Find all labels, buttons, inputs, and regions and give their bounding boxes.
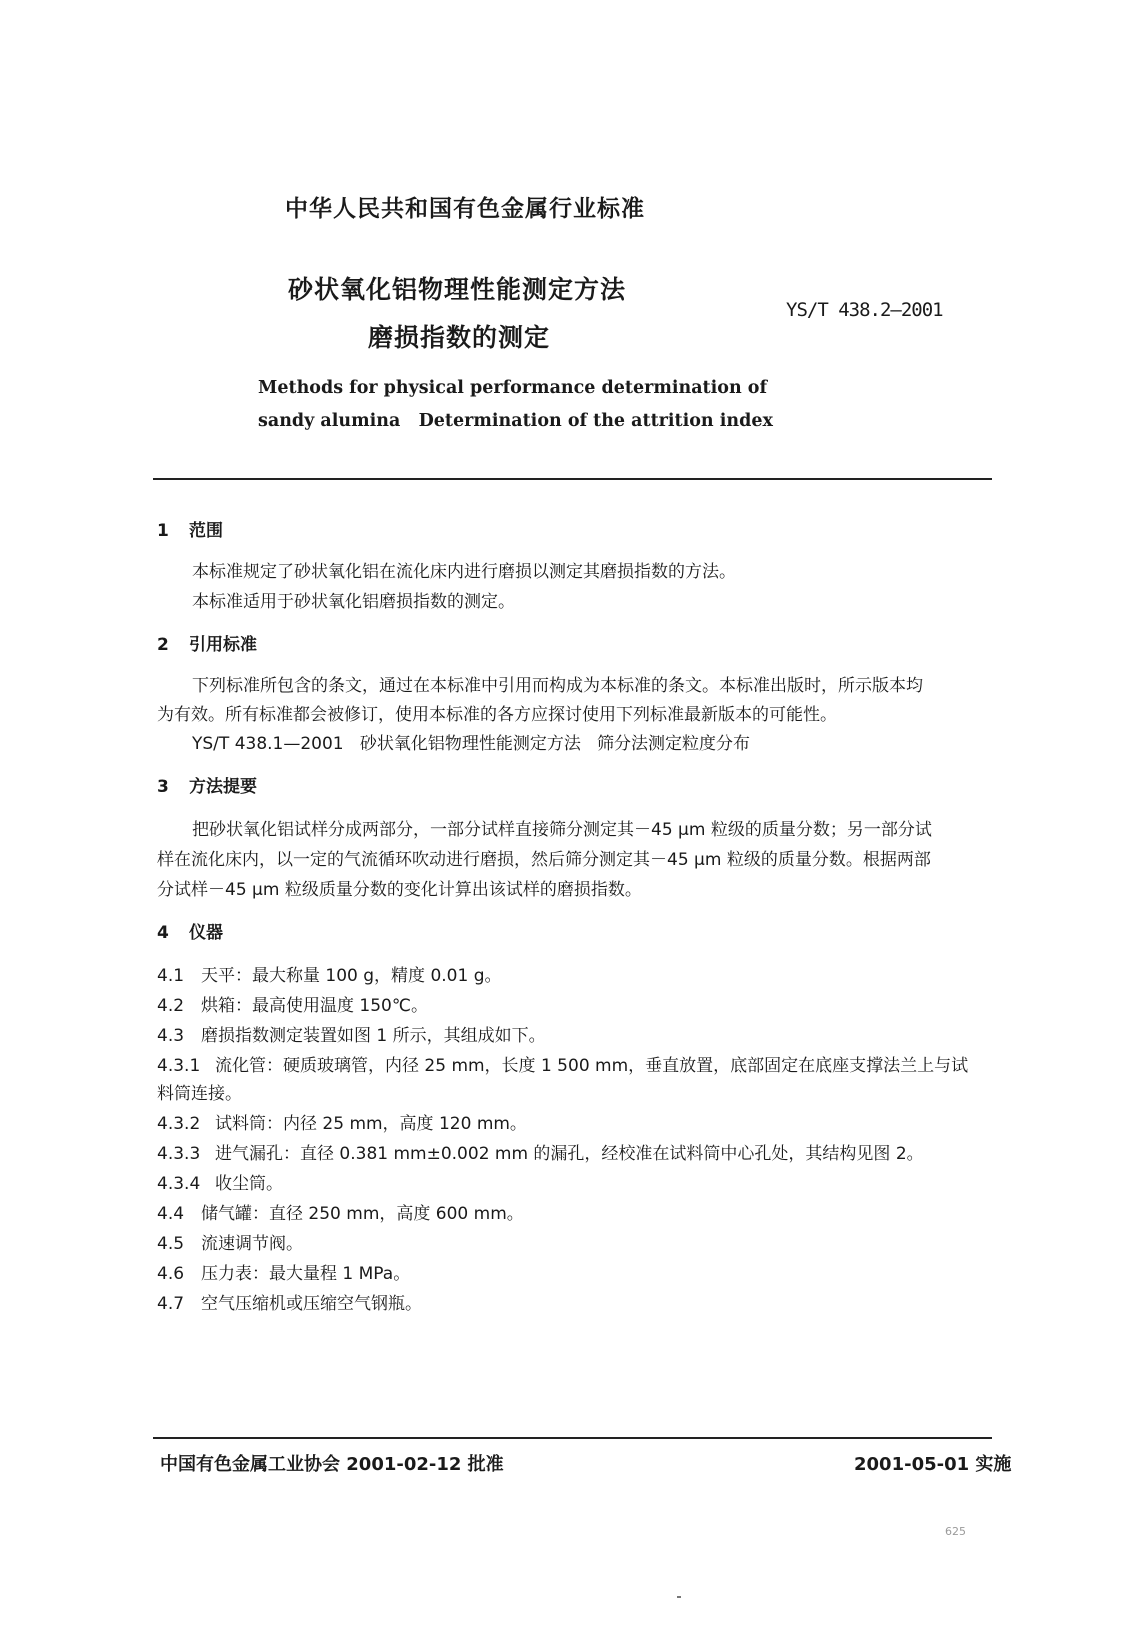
item-number: 4.3.1 (157, 1056, 201, 1076)
header-divider (153, 478, 992, 480)
item-text: 空气压缩机或压缩空气钢瓶。 (201, 1294, 422, 1314)
list-item (157, 1289, 422, 1314)
approval-date: 中国有色金属工业协会 2001-02-12 批准 (160, 1454, 504, 1475)
footer-divider (153, 1437, 992, 1439)
item-number: 4.7 (157, 1294, 185, 1314)
english-title-line1: Methods for physical performance determination of (258, 378, 767, 398)
paragraph: 本标准规定了砂状氧化铝在流化床内进行磨损以测定其磨损指数的方法。 (192, 562, 736, 582)
item-text: 压力表：最大量程 1 MPa。 (201, 1264, 411, 1284)
item-text: 天平：最大称量 100 g，精度 0.01 g。 (201, 966, 502, 986)
list-item (157, 1259, 410, 1284)
item-number: 4.6 (157, 1264, 185, 1284)
list-item (157, 1109, 527, 1134)
item-text: 烘箱：最高使用温度 150℃。 (201, 996, 428, 1016)
scan-speck (677, 1596, 681, 1598)
paragraph: 本标准适用于砂状氧化铝磨损指数的测定。 (192, 592, 515, 612)
paragraph-line: 分试样－45 μm 粒级质量分数的变化计算出该试样的磨损指数。 (157, 880, 642, 900)
paragraph-line: 为有效。所有标准都会被修订，使用本标准的各方应探讨使用下列标准最新版本的可能性。 (157, 705, 837, 725)
item-text: 储气罐：直径 250 mm，高度 600 mm。 (201, 1204, 524, 1224)
item-number: 4.4 (157, 1204, 185, 1224)
section-title: 方法提要 (189, 777, 257, 797)
list-item (157, 991, 428, 1016)
paragraph-line: 把砂状氧化铝试样分成两部分，一部分试样直接筛分测定其－45 μm 粒级的质量分数；另一部分试 (192, 820, 932, 840)
english-title-line2: sandy alumina Determination of the attrition index (258, 411, 773, 431)
list-item-continuation: 料筒连接。 (157, 1084, 242, 1104)
item-number: 4.3.2 (157, 1114, 201, 1134)
item-number: 4.3.3 (157, 1144, 201, 1164)
section-number: 3 (157, 777, 169, 797)
standard-category-heading: 中华人民共和国有色金属行业标准 (285, 196, 645, 222)
item-number: 4.1 (157, 966, 185, 986)
paragraph-line: 样在流化床内，以一定的气流循环吹动进行磨损，然后筛分测定其－45 μm 粒级的质量分数。根据两部 (157, 850, 931, 870)
section-number: 1 (157, 521, 169, 541)
section-heading (157, 772, 257, 797)
item-number: 4.2 (157, 996, 185, 1016)
list-item (157, 1169, 283, 1194)
section-heading (157, 516, 223, 541)
section-number: 4 (157, 923, 169, 943)
item-text: 磨损指数测定装置如图 1 所示，其组成如下。 (201, 1026, 546, 1046)
page-number: 625 (945, 1525, 966, 1538)
section-title: 引用标准 (189, 635, 257, 655)
item-number: 4.3.4 (157, 1174, 201, 1194)
section-title: 范围 (189, 521, 223, 541)
item-text: 进气漏孔：直径 0.381 mm±0.002 mm 的漏孔，经校准在试料筒中心孔处，其结构见图 2。 (215, 1144, 924, 1164)
list-item (157, 1199, 524, 1224)
section-heading (157, 630, 257, 655)
item-text: 流速调节阀。 (201, 1234, 303, 1254)
item-text: 收尘筒。 (215, 1174, 283, 1194)
section-heading (157, 918, 223, 943)
list-item (157, 1139, 924, 1164)
paragraph-line: 下列标准所包含的条文，通过在本标准中引用而构成为本标准的条文。本标准出版时，所示版本均 (192, 676, 923, 696)
reference-standard: YS/T 438.1—2001 砂状氧化铝物理性能测定方法 筛分法测定粒度分布 (192, 734, 751, 754)
document-title-line2: 磨损指数的测定 (368, 323, 551, 352)
document-title-line1: 砂状氧化铝物理性能测定方法 (288, 275, 627, 304)
list-item (157, 961, 502, 986)
list-item (157, 1229, 303, 1254)
item-text: 流化管：硬质玻璃管，内径 25 mm，长度 1 500 mm，垂直放置，底部固定在底座支撑法兰上与试 (215, 1056, 969, 1076)
implementation-date: 2001-05-01 实施 (854, 1454, 1012, 1475)
item-number: 4.3 (157, 1026, 185, 1046)
standard-code: YS/T 438.2—2001 (786, 299, 943, 321)
section-title: 仪器 (189, 923, 223, 943)
section-number: 2 (157, 635, 169, 655)
item-text: 试料筒：内径 25 mm，高度 120 mm。 (215, 1114, 527, 1134)
list-item (157, 1021, 546, 1046)
item-number: 4.5 (157, 1234, 185, 1254)
list-item (157, 1051, 968, 1076)
